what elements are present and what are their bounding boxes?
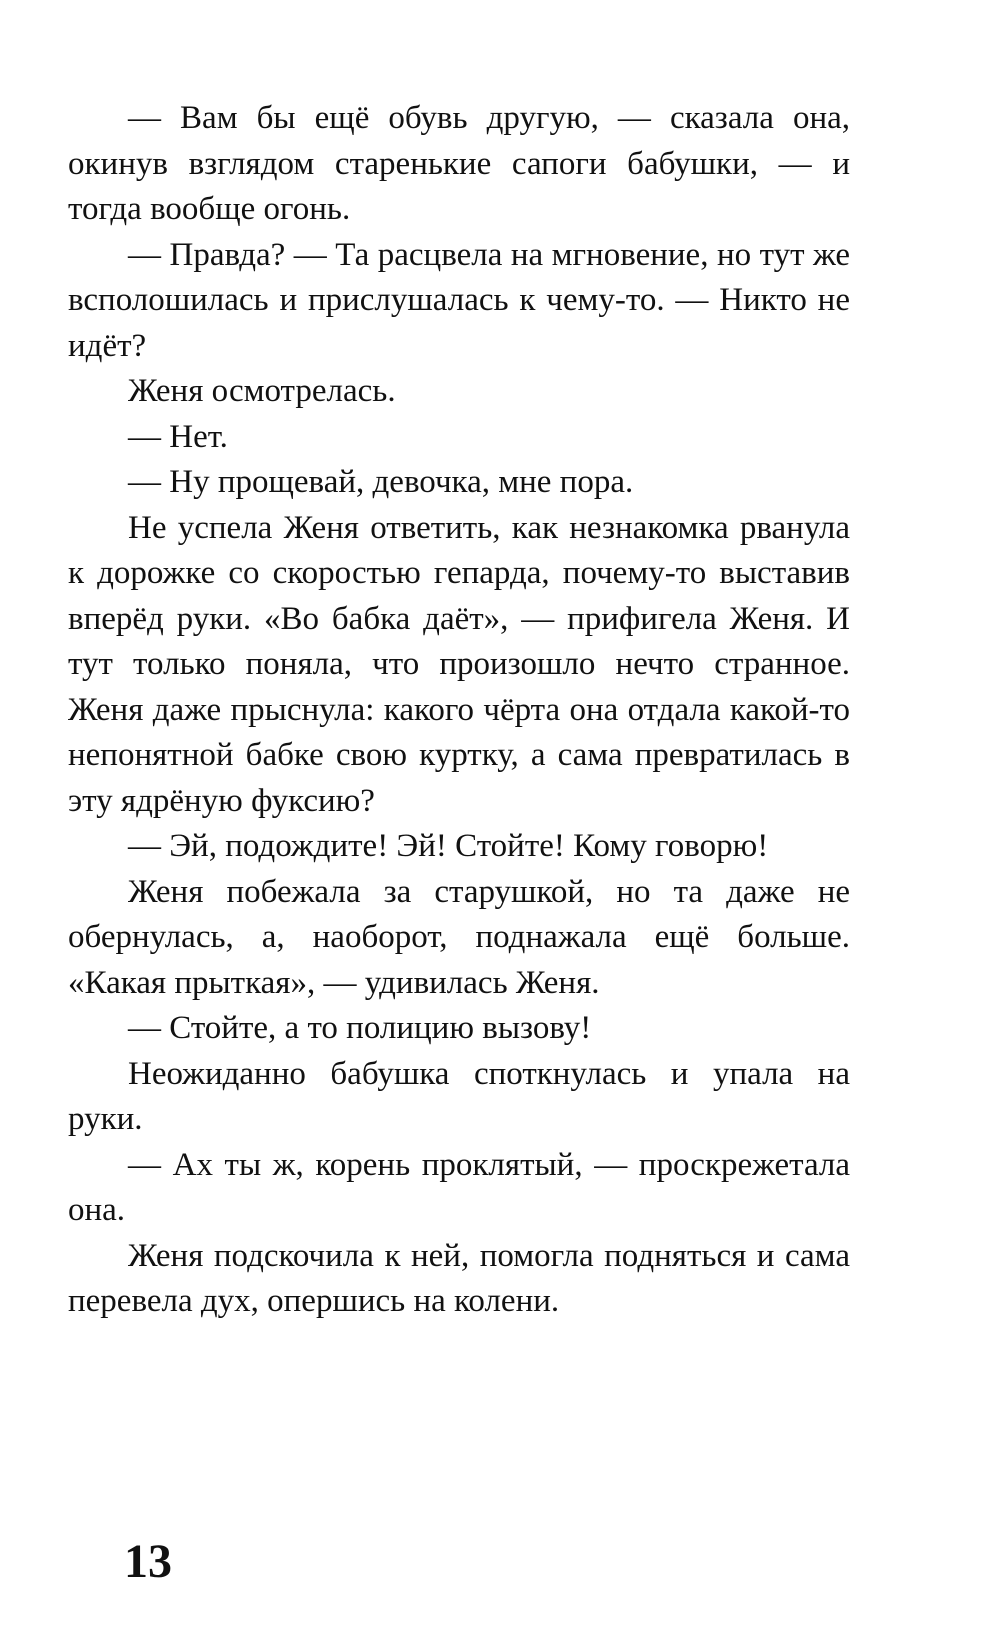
paragraph: — Вам бы ещё обувь другую, — сказала она, окинув взглядом старенькие сапоги бабушки, — и тогда вообще огонь. — [68, 100, 850, 227]
paragraph: — Эй, подождите! Эй! Стойте! Кому говорю! — [128, 828, 769, 864]
paragraph: — Нет. — [128, 418, 228, 455]
body-text — [68, 96, 850, 1325]
paragraph: Женя осмотрелась. — [128, 373, 396, 409]
paragraph: — Ах ты ж, корень проклятый, — проскрежетала она. — [68, 1146, 850, 1228]
page-number: 13 — [124, 1535, 172, 1588]
paragraph: — Правда? — Та расцвела на мгновение, но тут же всполошилась и прислушалась к чему-то. — Никто не идёт? — [68, 236, 850, 364]
paragraph: Женя побежала за старушкой, но та даже не обернулась, а, наоборот, поднажала ещё больше. «Какая прыткая», — удивилась Женя. — [68, 873, 850, 1001]
paragraph: — Ну прощевай, девочка, мне пора. — [128, 464, 634, 500]
paragraph: Неожиданно бабушка споткнулась и упала на руки. — [68, 1055, 850, 1137]
paragraph: Женя подскочила к ней, помогла подняться и сама перевела дух, опершись на колени. — [68, 1237, 850, 1319]
paragraph: — Стойте, а то полицию вызову! — [128, 1010, 592, 1046]
paragraph: Не успела Женя ответить, как незнакомка рванула к дорожке со скоростью гепарда, почему-то выставив вперёд руки. «Во бабка даёт», — прифигела Женя. И тут только поняла, что произошло нечто странное. Женя даже прыснула: какого чёрта она отдала какой-то непонятной бабке свою куртку, а сама превратилась в эту ядрёную фуксию? — [68, 509, 850, 819]
